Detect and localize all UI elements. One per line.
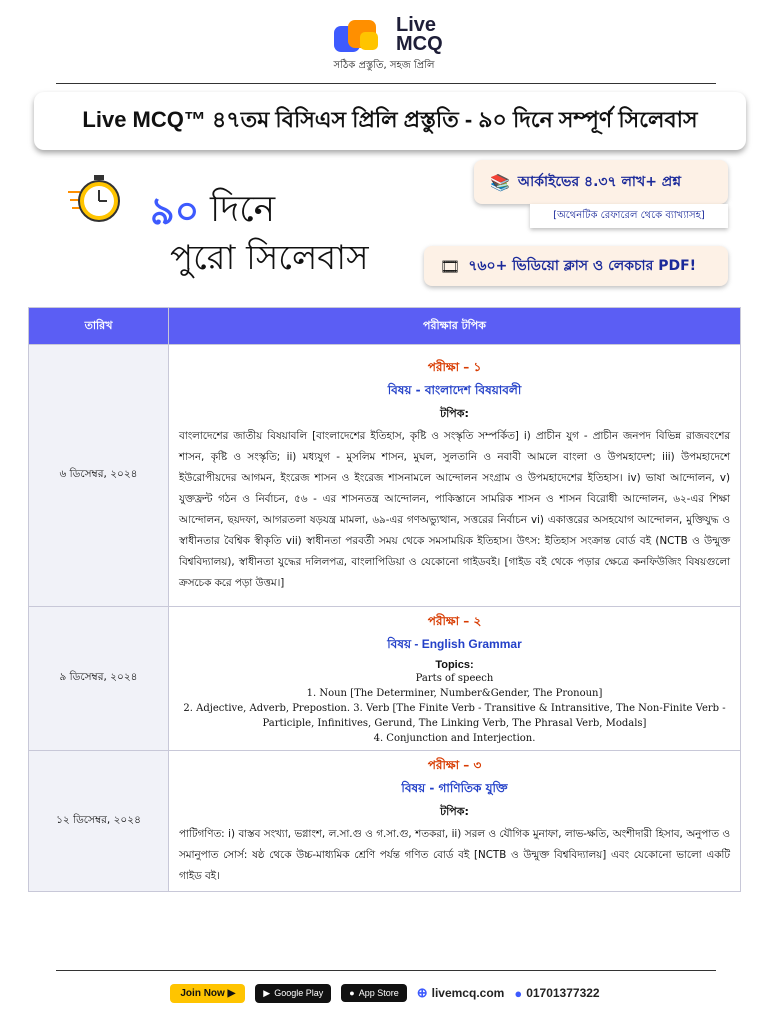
live-mcq-logo[interactable]	[334, 16, 454, 56]
app-store-label: App Store	[358, 988, 399, 998]
archive-note: [অথেনটিক রেফারেল থেকে ব্যাখ্যাসহ]	[530, 204, 728, 228]
topic-cell	[169, 345, 741, 607]
books-icon: 📚	[490, 172, 510, 192]
play-icon: ▶	[263, 987, 271, 998]
globe-icon: ⊕	[416, 985, 428, 1000]
topic-line: 4. Conjunction and Interjection.	[373, 733, 536, 744]
table-header-row	[29, 308, 741, 345]
website-link[interactable]	[417, 985, 505, 1001]
join-now-button[interactable]: Join Now ▶	[170, 984, 245, 1003]
topics-label: টপিক:	[440, 805, 469, 818]
page-title: Live MCQ™ ৪৭তম বিসিএস প্রিলি প্রস্তুতি - ৯০ দিনে সম্পূর্ণ সিলেবাস	[82, 106, 698, 132]
days-label: দিনে	[210, 189, 276, 230]
google-play-badge[interactable]	[255, 984, 331, 1003]
date-cell: ১২ ডিসেম্বর, ২০২৪	[29, 751, 169, 892]
topic-body: পাটিগণিত: i) বাস্তব সংখ্যা, ভগ্নাংশ, ল.সা.গু ও গ.সা.গু, শতকরা, ii) সরল ও যৌগিক মুনাফা, লাভ-ক্ষতি, অংশীদারী হিসাব, অনুপাত ও সমানুপাত সোর্স: ষষ্ঠ থেকে উচ্চ-মাধ্যমিক শ্রেণি পর্যন্ত গণিত বোর্ড বই [NCTB ও উন্মুক্ত বিশ্ববিদ্যালয়] এবং যেকোনো ভালো একটি গাইড বই।	[179, 828, 730, 882]
topics-label: টপিক:	[440, 407, 469, 420]
title-card	[34, 92, 746, 150]
topic-line: 1. Noun [The Determiner, Number&Gender, The Pronoun]	[306, 688, 603, 699]
subject-title: বিষয় - বাংলাদেশ বিষয়াবলী	[387, 383, 522, 397]
header-date: তারিখ	[29, 308, 169, 345]
phone-label: 01701377322	[526, 986, 600, 1000]
header	[0, 0, 768, 84]
subject-title: বিষয় - গাণিতিক যুক্তি	[401, 781, 508, 795]
table-row	[29, 607, 741, 751]
date-cell: ৯ ডিসেম্বর, ২০২৪	[29, 607, 169, 751]
topic-cell	[169, 751, 741, 892]
topic-line: Parts of speech	[415, 673, 494, 684]
website-label: livemcq.com	[431, 986, 505, 1000]
full-syllabus-label: পুরো সিলেবাস	[170, 238, 369, 278]
logo-mark-icon	[334, 18, 388, 54]
header-topic: পরীক্ষার টপিক	[169, 308, 741, 345]
exam-title: পরীক্ষা – ১	[427, 360, 482, 374]
table-row	[29, 345, 741, 607]
tagline: সঠিক প্রস্তুতি, সহজ প্রিলি	[333, 60, 435, 71]
footer-divider	[56, 970, 716, 971]
syllabus-table	[28, 307, 741, 892]
footer-bar	[120, 976, 650, 1010]
date-cell: ৬ ডিসেম্বর, ২০২৪	[29, 345, 169, 607]
promo-90-days	[60, 168, 390, 278]
logo-text	[396, 16, 443, 54]
exam-title: পরীক্ষা – ৩	[427, 758, 482, 772]
app-store-badge[interactable]	[341, 984, 406, 1002]
topics-label: Topics:	[435, 659, 474, 671]
exam-title: পরীক্ষা – ২	[427, 614, 482, 628]
archive-badge	[474, 160, 728, 204]
subject-title: বিষয় - English Grammar	[387, 637, 522, 651]
topic-body: বাংলাদেশের জাতীয় বিষয়াবলি [বাংলাদেশের ইতিহাস, কৃষ্টি ও সংস্কৃতি সম্পর্কিত] i) প্রাচীন যুগ - প্রাচীন জনপদ বিভিন্ন রাজবংশের শাসন, কৃষ্টি ও সংস্কৃতি; ii) মধ্যযুগ - মুসলিম শাসন, মুঘল, সুলতানি ও নবাবী আমলে বাংলা ও উপমহাদেশ; iii) উপমহাদেশে ইউরোপীয়দের আগমন, ইংরেজ শাসন ও ইংরেজ শাসনামলে আন্দোলন সংগ্রাম ও উপমহাদেশের ইতিহাস। iv) ভাষা আন্দোলন, v) যুক্তফ্রন্ট গঠন ও নির্বাচন, ৫৬ - এর শাসনতন্ত্র আন্দোলন, পাকিস্তানে সামরিক শাসন ও শাসন বিরোধী আন্দোলন, ৬২-এর শিক্ষা আন্দোলন, ছয়দফা, আগরতলা ষড়যন্ত্র মামলা, ৬৯-এর গণঅভ্যুত্থান, সত্তরের নির্বাচন vi) একাত্তরের অসহযোগ আন্দোলন, মুক্তিযুদ্ধ ও স্বাধীনতার বৈশ্বিক স্বীকৃতি vii) স্বাধীনতা পরবর্তী সময় থেকে সমসাময়িক ইতিহাস। উৎস: ইতিহাস সংক্রান্ত বোর্ড বই (NCTB ও উন্মুক্ত বিশ্ববিদ্যালয়), স্বাধীনতা যুদ্ধের দলিলপত্র, বাংলাপিডিয়া ও যেকোনো গাইডবই। [গাইড বই থেকে পড়ার ক্ষেত্রে কনফিউজিং বিষয়গুলো ক্রসচেক করে পড়া উত্তম।]	[179, 430, 730, 589]
table-row	[29, 751, 741, 892]
ninety-number: ৯০	[150, 188, 200, 233]
phone-contact[interactable]	[514, 986, 599, 1001]
video-label: ৭৬০+ ভিডিয়ো ক্লাস ও লেকচার PDF!	[468, 258, 697, 274]
apple-icon: ●	[349, 988, 355, 998]
topic-cell	[169, 607, 741, 751]
archive-label: আর্কাইভের ৪.৩৭ লাখ+ প্রশ্ন	[517, 174, 682, 190]
topic-line: 2. Adjective, Adverb, Prepostion. 3. Verb [The Finite Verb - Transitive & Intransitive, The Non-Finite Verb - Participle, Infinitives, Gerund, The Linking Verb, The Phrasal Verb, Modals]	[183, 703, 726, 729]
person-icon: ●	[514, 985, 523, 1001]
google-play-label: Google Play	[274, 988, 324, 998]
stopwatch-icon	[68, 174, 120, 226]
video-badge	[424, 246, 728, 286]
header-divider	[56, 83, 716, 84]
logo-line2: MCQ	[396, 33, 443, 55]
logo-line1: Live	[396, 14, 437, 36]
video-icon: 🎞	[440, 256, 461, 276]
